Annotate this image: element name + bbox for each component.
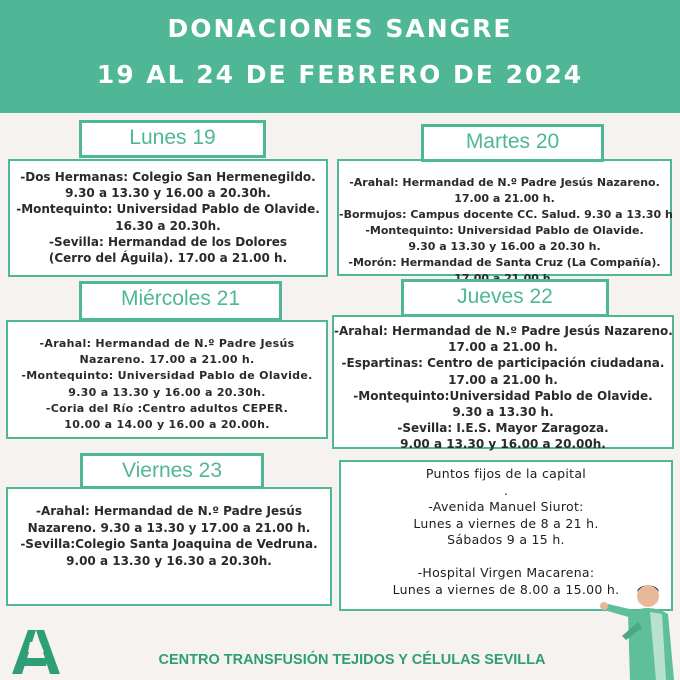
friday-entries [8, 503, 330, 569]
footer-text: CENTRO TRANSFUSIÓN TEJIDOS Y CÉLULAS SEVILLA [158, 652, 546, 668]
schedule-line: Lunes a viernes de 8.00 a 15.00 h. [392, 581, 620, 597]
wednesday-box [6, 320, 328, 439]
pointing-person-icon [598, 580, 680, 680]
schedule-line: -Montequinto: Universidad Pablo de Olavide. [365, 224, 644, 237]
schedule-line: 9.30 a 13.30 y 16.00 a 20.30h. [68, 385, 266, 399]
schedule-line: 9.30 a 13.30 y 16.00 a 20.30h. [65, 186, 271, 201]
schedule-line: -Arahal: Hermandad de N.º Padre Jesús Nazareno. [334, 324, 673, 338]
friday-label: Viernes 23 [80, 453, 264, 489]
thursday-box [332, 315, 674, 452]
schedule-line: Nazareno. 9.30 a 13.30 y 17.00 a 21.00 h. [27, 520, 311, 535]
tuesday-label: Martes 20 [421, 124, 604, 162]
schedule-line: -Coria del Río :Centro adultos CEPER. [45, 401, 289, 415]
schedule-line: -Avenida Manuel Siurot: [428, 499, 584, 514]
schedule-line: -Arahal: Hermandad de N.º Padre Jesús [39, 337, 295, 350]
schedule-line: 9.30 a 13.30 y 16.00 a 20.30 h. [408, 240, 601, 253]
fixed-points-entries [341, 466, 671, 598]
thursday-entries [334, 323, 672, 453]
schedule-line: -Montequinto:Universidad Pablo de Olavide. [353, 388, 653, 403]
schedule-line: 9.00 a 13.30 y 16.00 a 20.00h. [400, 437, 606, 452]
date-range: 19 AL 24 DE FEBRERO DE 2024 [96, 60, 584, 89]
schedule-line: (Cerro del Águila). 17.00 a 21.00 h. [48, 251, 288, 266]
schedule-line: 16.30 a 20.30h. [115, 218, 221, 233]
schedule-line: 17.00 a 21.00 h. [454, 192, 555, 205]
schedule-line: -Morón: Hermandad de Santa Cruz (La Compañía). [348, 256, 661, 269]
schedule-line: -Hospital Virgen Macarena: [417, 565, 595, 580]
thursday-label: Jueves 22 [401, 279, 609, 317]
schedule-line: -Dos Hermanas: Colegio San Hermenegildo. [20, 170, 316, 184]
monday-entries [10, 169, 326, 266]
page-title: DONACIONES SANGRE [167, 14, 513, 43]
schedule-line: -Arahal: Hermandad de N.º Padre Jesús Nazareno. [349, 176, 660, 189]
schedule-line: -Montequinto: Universidad Pablo de Olavide. [16, 202, 320, 217]
tuesday-entries [339, 175, 673, 287]
schedule-line: -Sevilla:Colegio Santa Joaquina de Vedruna. [20, 537, 318, 551]
schedule-line [341, 549, 671, 566]
schedule-line: . [503, 482, 509, 498]
schedule-line: -Sevilla: Hermandad de los Dolores [48, 234, 288, 249]
tuesday-box [337, 159, 672, 276]
schedule-line: Lunes a viernes de 8 a 21 h. [413, 515, 599, 531]
junta-andalucia-logo-icon [10, 628, 62, 676]
wednesday-entries [8, 336, 326, 433]
schedule-line: 10.00 a 14.00 y 16.00 a 20.00h. [64, 418, 270, 432]
schedule-line: -Arahal: Hermandad de N.º Padre Jesús [36, 504, 302, 518]
monday-box [8, 159, 328, 277]
friday-box [6, 487, 332, 606]
schedule-line: Sábados 9 a 15 h. [447, 532, 565, 547]
schedule-line: -Montequinto: Universidad Pablo de Olavide. [21, 369, 313, 383]
schedule-line: 17.00 a 21.00 h. [448, 340, 558, 355]
schedule-line: Nazareno. 17.00 a 21.00 h. [79, 353, 255, 367]
wednesday-label: Miércoles 21 [79, 281, 282, 321]
schedule-line: 9.00 a 13.30 y 16.30 a 20.30h. [66, 553, 272, 568]
schedule-line: -Espartinas: Centro de participación ciudadana. [341, 356, 665, 371]
schedule-line: -Sevilla: I.E.S. Mayor Zaragoza. [397, 421, 609, 436]
schedule-line: Puntos fijos de la capital [425, 466, 587, 481]
schedule-line: 9.30 a 13.30 h. [452, 405, 554, 420]
header-banner [0, 0, 680, 113]
schedule-line: -Bormujos: Campus docente CC. Salud. 9.30 a 13.30 h [339, 208, 673, 221]
monday-label: Lunes 19 [79, 120, 266, 158]
schedule-line: 17.00 a 21.00 h. [448, 372, 558, 387]
